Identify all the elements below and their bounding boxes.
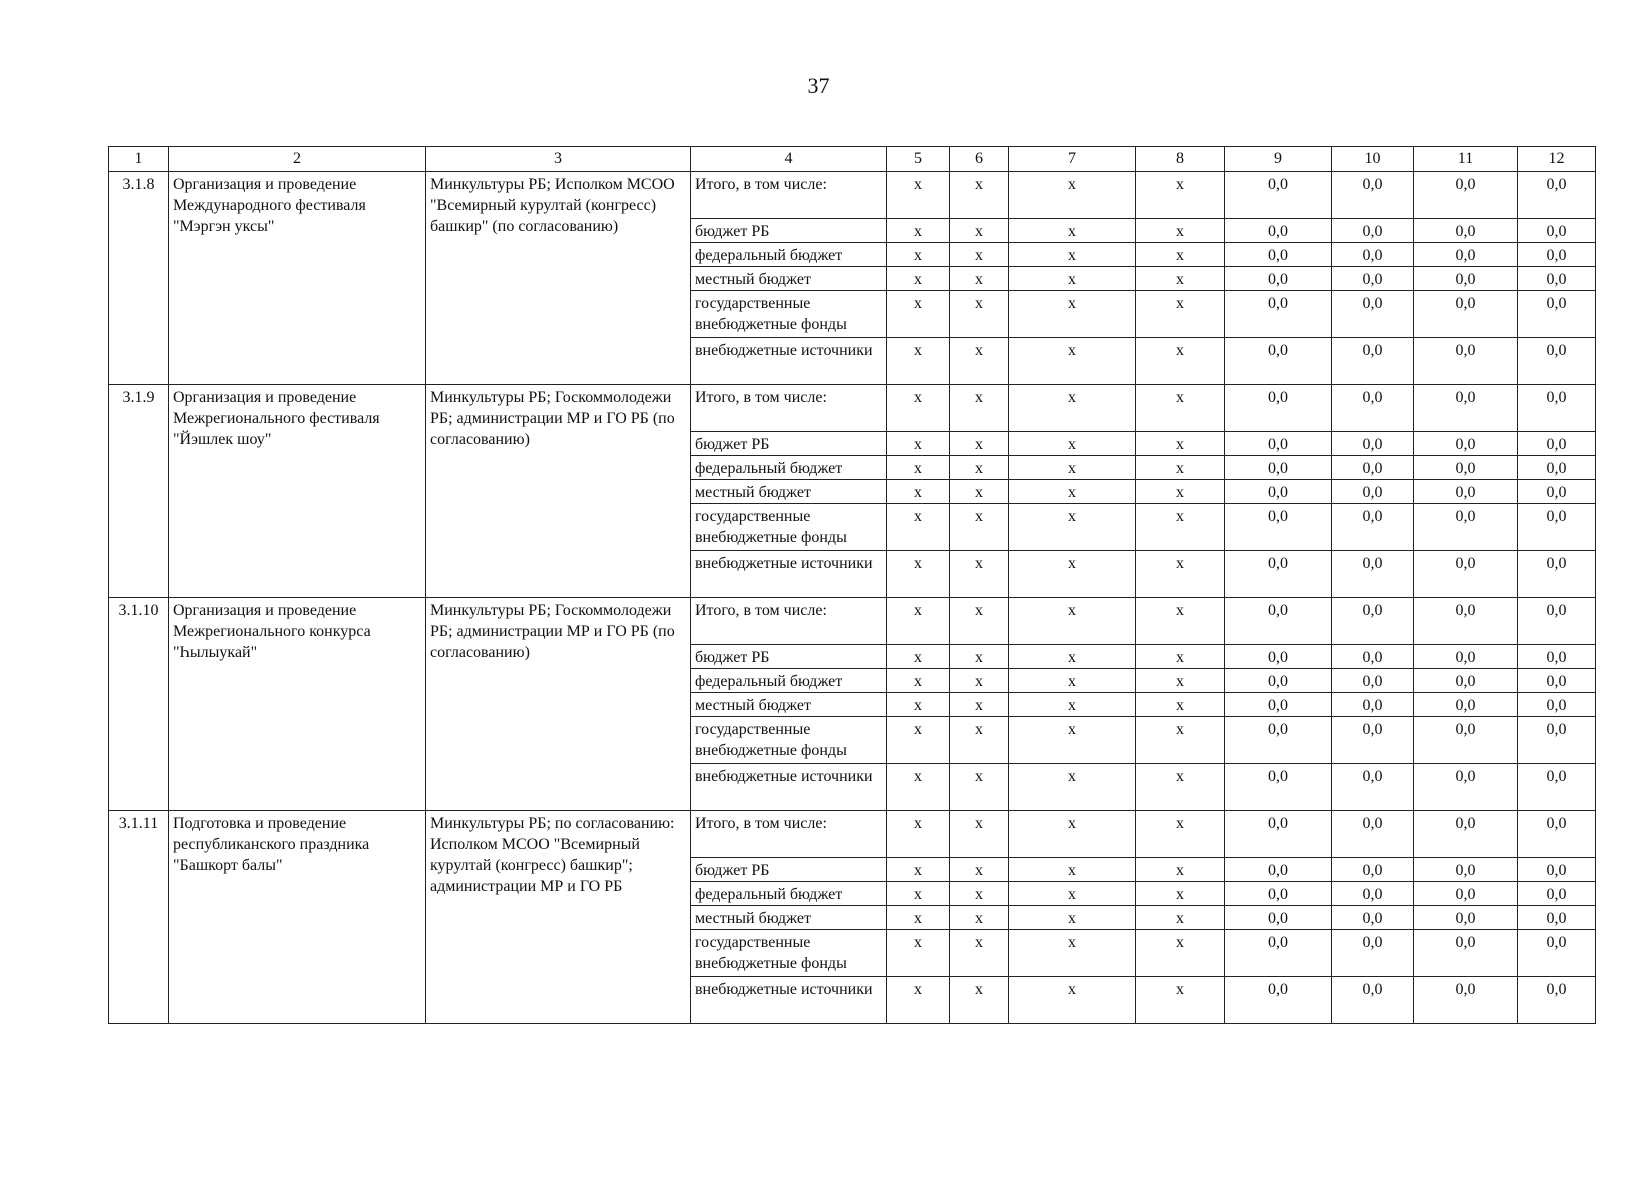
funding-source: государственные внебюджетные фонды: [691, 930, 887, 977]
funding-source: государственные внебюджетные фонды: [691, 717, 887, 764]
value-cell-12: 0,0: [1518, 267, 1596, 291]
value-cell-7: x: [1009, 669, 1136, 693]
value-cell-8: x: [1136, 693, 1225, 717]
value-cell-9: 0,0: [1225, 906, 1332, 930]
value-cell-10: 0,0: [1332, 598, 1414, 645]
funding-source: Итого, в том числе:: [691, 598, 887, 645]
value-cell-5: x: [887, 172, 950, 219]
value-cell-7: x: [1009, 172, 1136, 219]
value-cell-8: x: [1136, 717, 1225, 764]
value-cell-5: x: [887, 267, 950, 291]
funding-source: государственные внебюджетные фонды: [691, 504, 887, 551]
value-cell-12: 0,0: [1518, 598, 1596, 645]
value-cell-12: 0,0: [1518, 504, 1596, 551]
funding-source: бюджет РБ: [691, 645, 887, 669]
value-cell-11: 0,0: [1414, 172, 1518, 219]
value-cell-7: x: [1009, 858, 1136, 882]
value-cell-6: x: [950, 906, 1009, 930]
value-cell-6: x: [950, 717, 1009, 764]
value-cell-5: x: [887, 385, 950, 432]
value-cell-6: x: [950, 219, 1009, 243]
value-cell-6: x: [950, 645, 1009, 669]
value-cell-12: 0,0: [1518, 669, 1596, 693]
funding-source: бюджет РБ: [691, 858, 887, 882]
funding-source: федеральный бюджет: [691, 456, 887, 480]
value-cell-9: 0,0: [1225, 480, 1332, 504]
value-cell-12: 0,0: [1518, 764, 1596, 811]
measure-executor: Минкультуры РБ; Госкоммолодежи РБ; администрации МР и ГО РБ (по согласованию): [426, 598, 691, 811]
value-cell-5: x: [887, 717, 950, 764]
value-cell-12: 0,0: [1518, 645, 1596, 669]
measure-code: 3.1.11: [109, 811, 169, 1024]
value-cell-7: x: [1009, 243, 1136, 267]
value-cell-11: 0,0: [1414, 669, 1518, 693]
header-cell-4: 4: [691, 147, 887, 172]
value-cell-6: x: [950, 551, 1009, 598]
value-cell-6: x: [950, 669, 1009, 693]
value-cell-10: 0,0: [1332, 764, 1414, 811]
funding-source: местный бюджет: [691, 693, 887, 717]
funding-source: внебюджетные источники: [691, 338, 887, 385]
value-cell-7: x: [1009, 906, 1136, 930]
value-cell-5: x: [887, 977, 950, 1024]
value-cell-8: x: [1136, 291, 1225, 338]
value-cell-8: x: [1136, 243, 1225, 267]
value-cell-11: 0,0: [1414, 338, 1518, 385]
value-cell-6: x: [950, 504, 1009, 551]
value-cell-11: 0,0: [1414, 291, 1518, 338]
header-cell-7: 7: [1009, 147, 1136, 172]
header-cell-5: 5: [887, 147, 950, 172]
value-cell-11: 0,0: [1414, 906, 1518, 930]
value-cell-12: 0,0: [1518, 906, 1596, 930]
funding-source: местный бюджет: [691, 906, 887, 930]
value-cell-7: x: [1009, 811, 1136, 858]
funding-source: внебюджетные источники: [691, 764, 887, 811]
funding-source: государственные внебюджетные фонды: [691, 291, 887, 338]
value-cell-6: x: [950, 858, 1009, 882]
table-row: [109, 385, 1596, 432]
value-cell-10: 0,0: [1332, 858, 1414, 882]
value-cell-10: 0,0: [1332, 645, 1414, 669]
measure-executor: Минкультуры РБ; Госкоммолодежи РБ; администрации МР и ГО РБ (по согласованию): [426, 385, 691, 598]
funding-source: внебюджетные источники: [691, 977, 887, 1024]
value-cell-11: 0,0: [1414, 717, 1518, 764]
value-cell-8: x: [1136, 219, 1225, 243]
value-cell-7: x: [1009, 291, 1136, 338]
value-cell-11: 0,0: [1414, 858, 1518, 882]
header-cell-2: 2: [169, 147, 426, 172]
value-cell-7: x: [1009, 977, 1136, 1024]
value-cell-5: x: [887, 456, 950, 480]
value-cell-5: x: [887, 764, 950, 811]
value-cell-11: 0,0: [1414, 219, 1518, 243]
header-cell-8: 8: [1136, 147, 1225, 172]
value-cell-5: x: [887, 906, 950, 930]
value-cell-9: 0,0: [1225, 456, 1332, 480]
page-number: 37: [807, 73, 830, 98]
funding-source: федеральный бюджет: [691, 882, 887, 906]
value-cell-8: x: [1136, 645, 1225, 669]
value-cell-5: x: [887, 811, 950, 858]
funding-source: Итого, в том числе:: [691, 172, 887, 219]
value-cell-5: x: [887, 291, 950, 338]
value-cell-9: 0,0: [1225, 385, 1332, 432]
header-cell-10: 10: [1332, 147, 1414, 172]
value-cell-9: 0,0: [1225, 977, 1332, 1024]
value-cell-6: x: [950, 764, 1009, 811]
value-cell-12: 0,0: [1518, 338, 1596, 385]
value-cell-10: 0,0: [1332, 172, 1414, 219]
value-cell-12: 0,0: [1518, 930, 1596, 977]
value-cell-9: 0,0: [1225, 432, 1332, 456]
value-cell-8: x: [1136, 858, 1225, 882]
value-cell-8: x: [1136, 598, 1225, 645]
header-cell-6: 6: [950, 147, 1009, 172]
value-cell-10: 0,0: [1332, 882, 1414, 906]
value-cell-12: 0,0: [1518, 882, 1596, 906]
measure-code: 3.1.8: [109, 172, 169, 385]
header-cell-11: 11: [1414, 147, 1518, 172]
value-cell-12: 0,0: [1518, 977, 1596, 1024]
measure-name: Организация и проведение Межрегионального конкурса "Һылыукай": [169, 598, 426, 811]
value-cell-12: 0,0: [1518, 291, 1596, 338]
value-cell-8: x: [1136, 456, 1225, 480]
value-cell-7: x: [1009, 338, 1136, 385]
value-cell-8: x: [1136, 172, 1225, 219]
value-cell-6: x: [950, 977, 1009, 1024]
value-cell-12: 0,0: [1518, 456, 1596, 480]
value-cell-8: x: [1136, 504, 1225, 551]
value-cell-10: 0,0: [1332, 291, 1414, 338]
header-cell-9: 9: [1225, 147, 1332, 172]
value-cell-10: 0,0: [1332, 930, 1414, 977]
value-cell-10: 0,0: [1332, 717, 1414, 764]
value-cell-8: x: [1136, 385, 1225, 432]
value-cell-6: x: [950, 480, 1009, 504]
value-cell-7: x: [1009, 717, 1136, 764]
value-cell-8: x: [1136, 669, 1225, 693]
value-cell-6: x: [950, 693, 1009, 717]
value-cell-9: 0,0: [1225, 504, 1332, 551]
value-cell-11: 0,0: [1414, 456, 1518, 480]
value-cell-10: 0,0: [1332, 385, 1414, 432]
funding-source: Итого, в том числе:: [691, 385, 887, 432]
value-cell-5: x: [887, 243, 950, 267]
value-cell-11: 0,0: [1414, 480, 1518, 504]
value-cell-12: 0,0: [1518, 858, 1596, 882]
value-cell-5: x: [887, 645, 950, 669]
measure-name: Организация и проведение Межрегионального фестиваля "Йэшлек шоу": [169, 385, 426, 598]
value-cell-9: 0,0: [1225, 219, 1332, 243]
measure-code: 3.1.10: [109, 598, 169, 811]
value-cell-10: 0,0: [1332, 551, 1414, 598]
measure-name: Подготовка и проведение республиканского праздника "Башкорт балы": [169, 811, 426, 1024]
value-cell-6: x: [950, 811, 1009, 858]
value-cell-8: x: [1136, 480, 1225, 504]
value-cell-5: x: [887, 551, 950, 598]
value-cell-8: x: [1136, 551, 1225, 598]
value-cell-7: x: [1009, 219, 1136, 243]
header-cell-12: 12: [1518, 147, 1596, 172]
value-cell-10: 0,0: [1332, 906, 1414, 930]
value-cell-5: x: [887, 219, 950, 243]
value-cell-6: x: [950, 432, 1009, 456]
value-cell-8: x: [1136, 811, 1225, 858]
header-cell-3: 3: [426, 147, 691, 172]
value-cell-9: 0,0: [1225, 291, 1332, 338]
value-cell-12: 0,0: [1518, 551, 1596, 598]
value-cell-7: x: [1009, 551, 1136, 598]
value-cell-6: x: [950, 267, 1009, 291]
value-cell-9: 0,0: [1225, 764, 1332, 811]
value-cell-6: x: [950, 456, 1009, 480]
value-cell-6: x: [950, 930, 1009, 977]
value-cell-12: 0,0: [1518, 172, 1596, 219]
value-cell-5: x: [887, 930, 950, 977]
value-cell-9: 0,0: [1225, 669, 1332, 693]
value-cell-11: 0,0: [1414, 598, 1518, 645]
value-cell-5: x: [887, 858, 950, 882]
value-cell-12: 0,0: [1518, 693, 1596, 717]
value-cell-7: x: [1009, 598, 1136, 645]
value-cell-11: 0,0: [1414, 243, 1518, 267]
value-cell-10: 0,0: [1332, 480, 1414, 504]
value-cell-10: 0,0: [1332, 811, 1414, 858]
value-cell-7: x: [1009, 645, 1136, 669]
value-cell-8: x: [1136, 906, 1225, 930]
funding-source: внебюджетные источники: [691, 551, 887, 598]
value-cell-9: 0,0: [1225, 882, 1332, 906]
value-cell-11: 0,0: [1414, 977, 1518, 1024]
table-row: [109, 598, 1596, 645]
value-cell-6: x: [950, 172, 1009, 219]
value-cell-10: 0,0: [1332, 669, 1414, 693]
value-cell-7: x: [1009, 432, 1136, 456]
value-cell-5: x: [887, 432, 950, 456]
value-cell-7: x: [1009, 456, 1136, 480]
value-cell-5: x: [887, 338, 950, 385]
value-cell-9: 0,0: [1225, 551, 1332, 598]
value-cell-12: 0,0: [1518, 432, 1596, 456]
funding-source: бюджет РБ: [691, 432, 887, 456]
value-cell-11: 0,0: [1414, 551, 1518, 598]
value-cell-7: x: [1009, 504, 1136, 551]
value-cell-8: x: [1136, 882, 1225, 906]
value-cell-11: 0,0: [1414, 504, 1518, 551]
value-cell-7: x: [1009, 882, 1136, 906]
value-cell-10: 0,0: [1332, 504, 1414, 551]
header-row: [109, 147, 1596, 172]
value-cell-10: 0,0: [1332, 432, 1414, 456]
value-cell-8: x: [1136, 267, 1225, 291]
funding-source: Итого, в том числе:: [691, 811, 887, 858]
value-cell-7: x: [1009, 764, 1136, 811]
value-cell-9: 0,0: [1225, 267, 1332, 291]
value-cell-11: 0,0: [1414, 385, 1518, 432]
value-cell-12: 0,0: [1518, 243, 1596, 267]
funding-source: местный бюджет: [691, 480, 887, 504]
value-cell-7: x: [1009, 693, 1136, 717]
value-cell-8: x: [1136, 432, 1225, 456]
value-cell-11: 0,0: [1414, 432, 1518, 456]
value-cell-9: 0,0: [1225, 858, 1332, 882]
value-cell-11: 0,0: [1414, 693, 1518, 717]
funding-table: [108, 146, 1596, 1024]
value-cell-11: 0,0: [1414, 645, 1518, 669]
value-cell-9: 0,0: [1225, 930, 1332, 977]
value-cell-10: 0,0: [1332, 456, 1414, 480]
value-cell-9: 0,0: [1225, 693, 1332, 717]
value-cell-10: 0,0: [1332, 267, 1414, 291]
value-cell-8: x: [1136, 930, 1225, 977]
value-cell-9: 0,0: [1225, 598, 1332, 645]
value-cell-7: x: [1009, 480, 1136, 504]
value-cell-11: 0,0: [1414, 267, 1518, 291]
value-cell-9: 0,0: [1225, 243, 1332, 267]
value-cell-9: 0,0: [1225, 811, 1332, 858]
value-cell-6: x: [950, 385, 1009, 432]
value-cell-11: 0,0: [1414, 882, 1518, 906]
value-cell-9: 0,0: [1225, 172, 1332, 219]
funding-source: федеральный бюджет: [691, 243, 887, 267]
value-cell-7: x: [1009, 385, 1136, 432]
funding-source: федеральный бюджет: [691, 669, 887, 693]
value-cell-12: 0,0: [1518, 811, 1596, 858]
value-cell-8: x: [1136, 764, 1225, 811]
value-cell-10: 0,0: [1332, 219, 1414, 243]
value-cell-5: x: [887, 598, 950, 645]
value-cell-8: x: [1136, 338, 1225, 385]
value-cell-9: 0,0: [1225, 645, 1332, 669]
value-cell-11: 0,0: [1414, 811, 1518, 858]
table-row: [109, 172, 1596, 219]
value-cell-5: x: [887, 882, 950, 906]
value-cell-5: x: [887, 693, 950, 717]
header-cell-1: 1: [109, 147, 169, 172]
value-cell-5: x: [887, 504, 950, 551]
value-cell-11: 0,0: [1414, 764, 1518, 811]
value-cell-6: x: [950, 882, 1009, 906]
value-cell-6: x: [950, 291, 1009, 338]
value-cell-9: 0,0: [1225, 338, 1332, 385]
value-cell-8: x: [1136, 977, 1225, 1024]
funding-source: бюджет РБ: [691, 219, 887, 243]
value-cell-12: 0,0: [1518, 480, 1596, 504]
measure-name: Организация и проведение Международного фестиваля "Мэргэн уксы": [169, 172, 426, 385]
value-cell-6: x: [950, 338, 1009, 385]
funding-source: местный бюджет: [691, 267, 887, 291]
value-cell-7: x: [1009, 930, 1136, 977]
value-cell-10: 0,0: [1332, 693, 1414, 717]
value-cell-10: 0,0: [1332, 338, 1414, 385]
value-cell-10: 0,0: [1332, 243, 1414, 267]
value-cell-9: 0,0: [1225, 717, 1332, 764]
measure-executor: Минкультуры РБ; по согласованию: Исполком МСОО "Всемирный курултай (конгресс) башкир"; администрации МР и ГО РБ: [426, 811, 691, 1024]
value-cell-12: 0,0: [1518, 717, 1596, 764]
value-cell-7: x: [1009, 267, 1136, 291]
value-cell-5: x: [887, 480, 950, 504]
measure-executor: Минкультуры РБ; Исполком МСОО "Всемирный курултай (конгресс) башкир" (по согласованию): [426, 172, 691, 385]
value-cell-12: 0,0: [1518, 219, 1596, 243]
value-cell-6: x: [950, 243, 1009, 267]
value-cell-11: 0,0: [1414, 930, 1518, 977]
value-cell-10: 0,0: [1332, 977, 1414, 1024]
value-cell-12: 0,0: [1518, 385, 1596, 432]
value-cell-5: x: [887, 669, 950, 693]
table-row: [109, 811, 1596, 858]
value-cell-6: x: [950, 598, 1009, 645]
measure-code: 3.1.9: [109, 385, 169, 598]
